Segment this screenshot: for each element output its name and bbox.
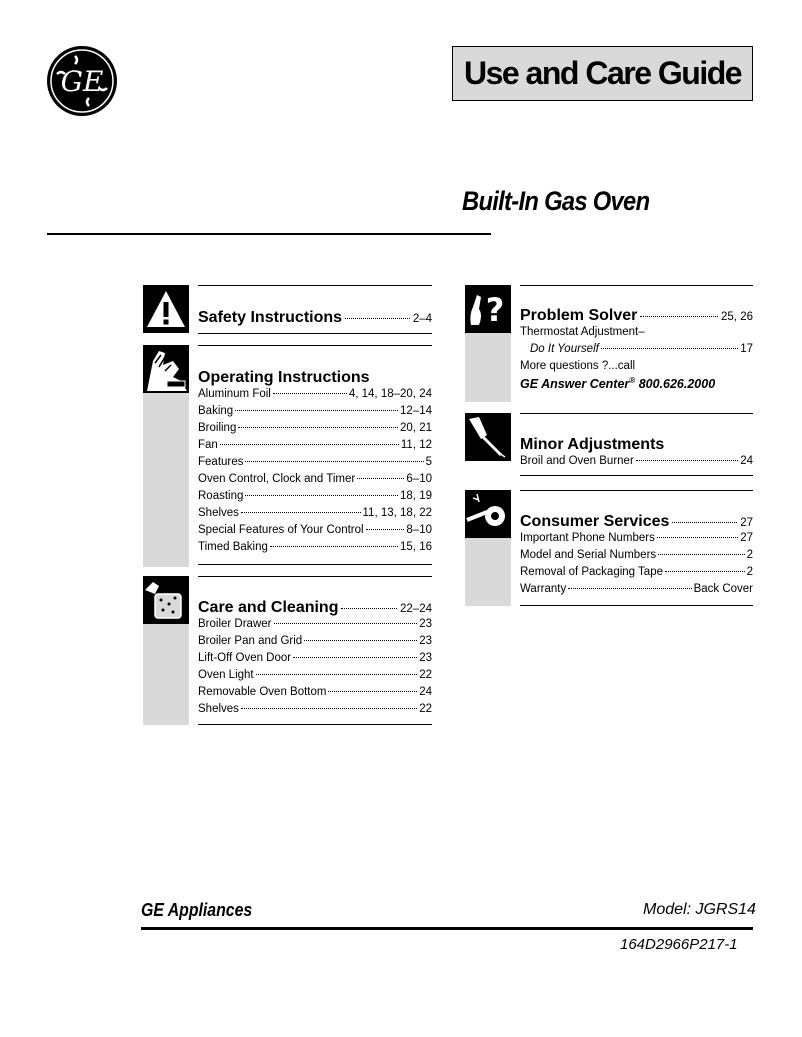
safety-icon-box [143,285,189,333]
divider [198,724,432,725]
divider [47,233,491,235]
consumer-pages: 27 [740,517,753,529]
divider [198,564,432,565]
leader-dots [568,588,691,589]
leader-dots [601,348,738,349]
entry-pages: 23 [419,652,432,664]
entry-pages: Back Cover [693,583,753,595]
leader-dots [245,495,398,496]
problem-icon-box [465,285,511,333]
screwdriver-icon [465,413,511,461]
leader-dots [672,522,737,523]
warning-icon [143,285,189,333]
leader-dots [366,529,405,530]
tape-measure-icon [465,490,511,538]
more-questions: More questions ?...call [520,360,636,372]
operating-list [198,388,432,558]
leader-dots [273,393,347,394]
entry-label: Shelves [198,507,239,519]
toc-entry[interactable] [198,439,432,456]
divider [198,576,432,577]
thermostat-label-row [520,326,753,343]
toc-entry[interactable] [198,669,432,686]
toc-entry[interactable] [198,507,432,524]
toc-entry[interactable] [198,456,432,473]
problem-pages: 25, 26 [721,311,753,323]
entry-label: Important Phone Numbers [520,532,655,544]
consumer-icon-box [465,490,511,538]
divider [198,345,432,346]
toc-entry[interactable] [198,686,432,703]
safety-pages: 2–4 [412,313,432,325]
entry-pages: 11, 12 [400,439,432,451]
entry-pages: 24 [419,686,432,698]
toc-entry[interactable] [520,566,753,583]
leader-dots [256,674,418,675]
leader-dots [220,444,399,445]
toc-entry[interactable] [520,583,753,600]
publication-code: 164D2966P217-1 [620,936,738,953]
toc-entry[interactable] [520,532,753,549]
entry-pages: 15, 16 [400,541,432,553]
entry-pages: 22 [419,703,432,715]
toc-entry[interactable] [198,405,432,422]
hand-pressing-icon [143,345,189,393]
leader-dots [238,427,398,428]
document-title: Use and Care Guide [463,55,742,91]
entry-pages: 8–10 [406,524,432,536]
consumer-title: Consumer Services [520,513,670,530]
care-icon-box [143,576,189,624]
entry-pages: 23 [419,635,432,647]
leader-dots [657,537,738,538]
toc-entry[interactable] [530,343,753,360]
toc-entry[interactable] [198,652,432,669]
toc-entry[interactable] [198,524,432,541]
entry-pages: 23 [419,618,432,630]
toc-entry[interactable] [198,703,432,720]
entry-pages: 2 [746,566,753,578]
toc-entry[interactable] [198,618,432,635]
model-number: Model: JGRS14 [643,901,756,918]
entry-label: Removal of Packaging Tape [520,566,663,578]
divider [141,927,753,930]
entry-label: Fan [198,439,218,451]
entry-label: Oven Light [198,669,254,681]
operating-icon-box [143,345,189,393]
diy-pages: 17 [740,343,753,355]
toc-entry[interactable] [520,455,753,472]
divider [520,413,753,414]
entry-pages: 6–10 [406,473,432,485]
entry-label: Shelves [198,703,239,715]
leader-dots [241,512,361,513]
toc-consumer[interactable] [520,513,753,531]
leader-dots [274,623,418,624]
thermostat-label: Thermostat Adjustment– [520,326,645,338]
minor-title: Minor Adjustments [520,436,665,453]
entry-label: Oven Control, Clock and Timer [198,473,356,485]
answer-center-label: GE Answer Center [520,377,630,392]
toc-entry[interactable] [198,422,432,439]
leader-dots [328,691,417,692]
entry-label: Timed Baking [198,541,268,553]
title-box [452,46,753,101]
entry-label: Features [198,456,244,468]
toc-entry[interactable] [198,490,432,507]
toc-problem-solver[interactable] [520,307,753,325]
entry-label: Removable Oven Bottom [198,686,327,698]
leader-dots [341,608,397,609]
operating-title: Operating Instructions [198,369,370,386]
divider [520,605,753,606]
entry-label: Broiler Pan and Grid [198,635,303,647]
consumer-list [520,532,753,600]
ge-monogram-icon [47,46,117,116]
leader-dots [245,461,423,462]
more-questions-row [520,360,753,377]
leader-dots [270,546,398,547]
entry-pages: 24 [740,455,753,467]
footer-brand: GE Appliances [141,900,253,920]
product-subtitle: Built-In Gas Oven [462,186,650,216]
toc-entry[interactable] [198,635,432,652]
entry-pages: 27 [740,532,753,544]
care-title: Care and Cleaning [198,599,339,616]
leader-dots [241,708,417,709]
entry-pages: 20, 21 [400,422,432,434]
leader-dots [658,554,744,555]
entry-pages: 22 [419,669,432,681]
divider [520,490,753,491]
divider [520,285,753,286]
entry-label: Model and Serial Numbers [520,549,657,561]
safety-title: Safety Instructions [198,309,343,326]
leader-dots [636,460,738,461]
entry-pages: 2 [746,549,753,561]
registered-mark: ® [629,376,636,385]
toc-entry[interactable] [198,473,432,490]
sponge-icon [143,576,189,624]
entry-label: Aluminum Foil [198,388,271,400]
toc-safety[interactable] [198,309,432,327]
problem-title: Problem Solver [520,307,638,324]
care-list [198,618,432,720]
ge-logo [47,46,117,116]
entry-label: Special Features of Your Control [198,524,364,536]
minor-list [520,455,753,472]
svg-text:GE: GE [60,65,104,98]
toc-care[interactable] [198,599,432,617]
entry-label: Warranty [520,583,567,595]
entry-label: Broil and Oven Burner [520,455,634,467]
entry-label: Roasting [198,490,244,502]
leader-dots [304,640,417,641]
entry-pages: 4, 14, 18–20, 24 [348,388,432,400]
answer-center-phone[interactable]: 800.626.2000 [638,377,716,392]
leader-dots [357,478,404,479]
entry-label: Baking [198,405,234,417]
entry-pages: 12–14 [400,405,432,417]
question-icon [465,285,511,333]
toc-entry[interactable] [198,388,432,405]
answer-center-line [520,376,715,391]
divider [198,285,432,286]
minor-icon-box [465,413,511,461]
leader-dots [293,657,417,658]
entry-label: Lift-Off Oven Door [198,652,292,664]
care-pages: 22–24 [400,603,432,615]
leader-dots [235,410,398,411]
toc-entry[interactable] [520,549,753,566]
leader-dots [345,318,410,319]
svg-text:?: ? [485,291,505,329]
entry-pages: 11, 13, 18, 22 [362,507,432,519]
leader-dots [665,571,745,572]
entry-pages: 18, 19 [400,490,432,502]
toc-entry[interactable] [198,541,432,558]
divider [198,333,432,334]
entry-label: Broiler Drawer [198,618,272,630]
diy-label: Do It Yourself [530,343,599,355]
entry-label: Broiling [198,422,237,434]
leader-dots [640,316,718,317]
divider [520,475,753,476]
entry-pages: 5 [425,456,432,468]
